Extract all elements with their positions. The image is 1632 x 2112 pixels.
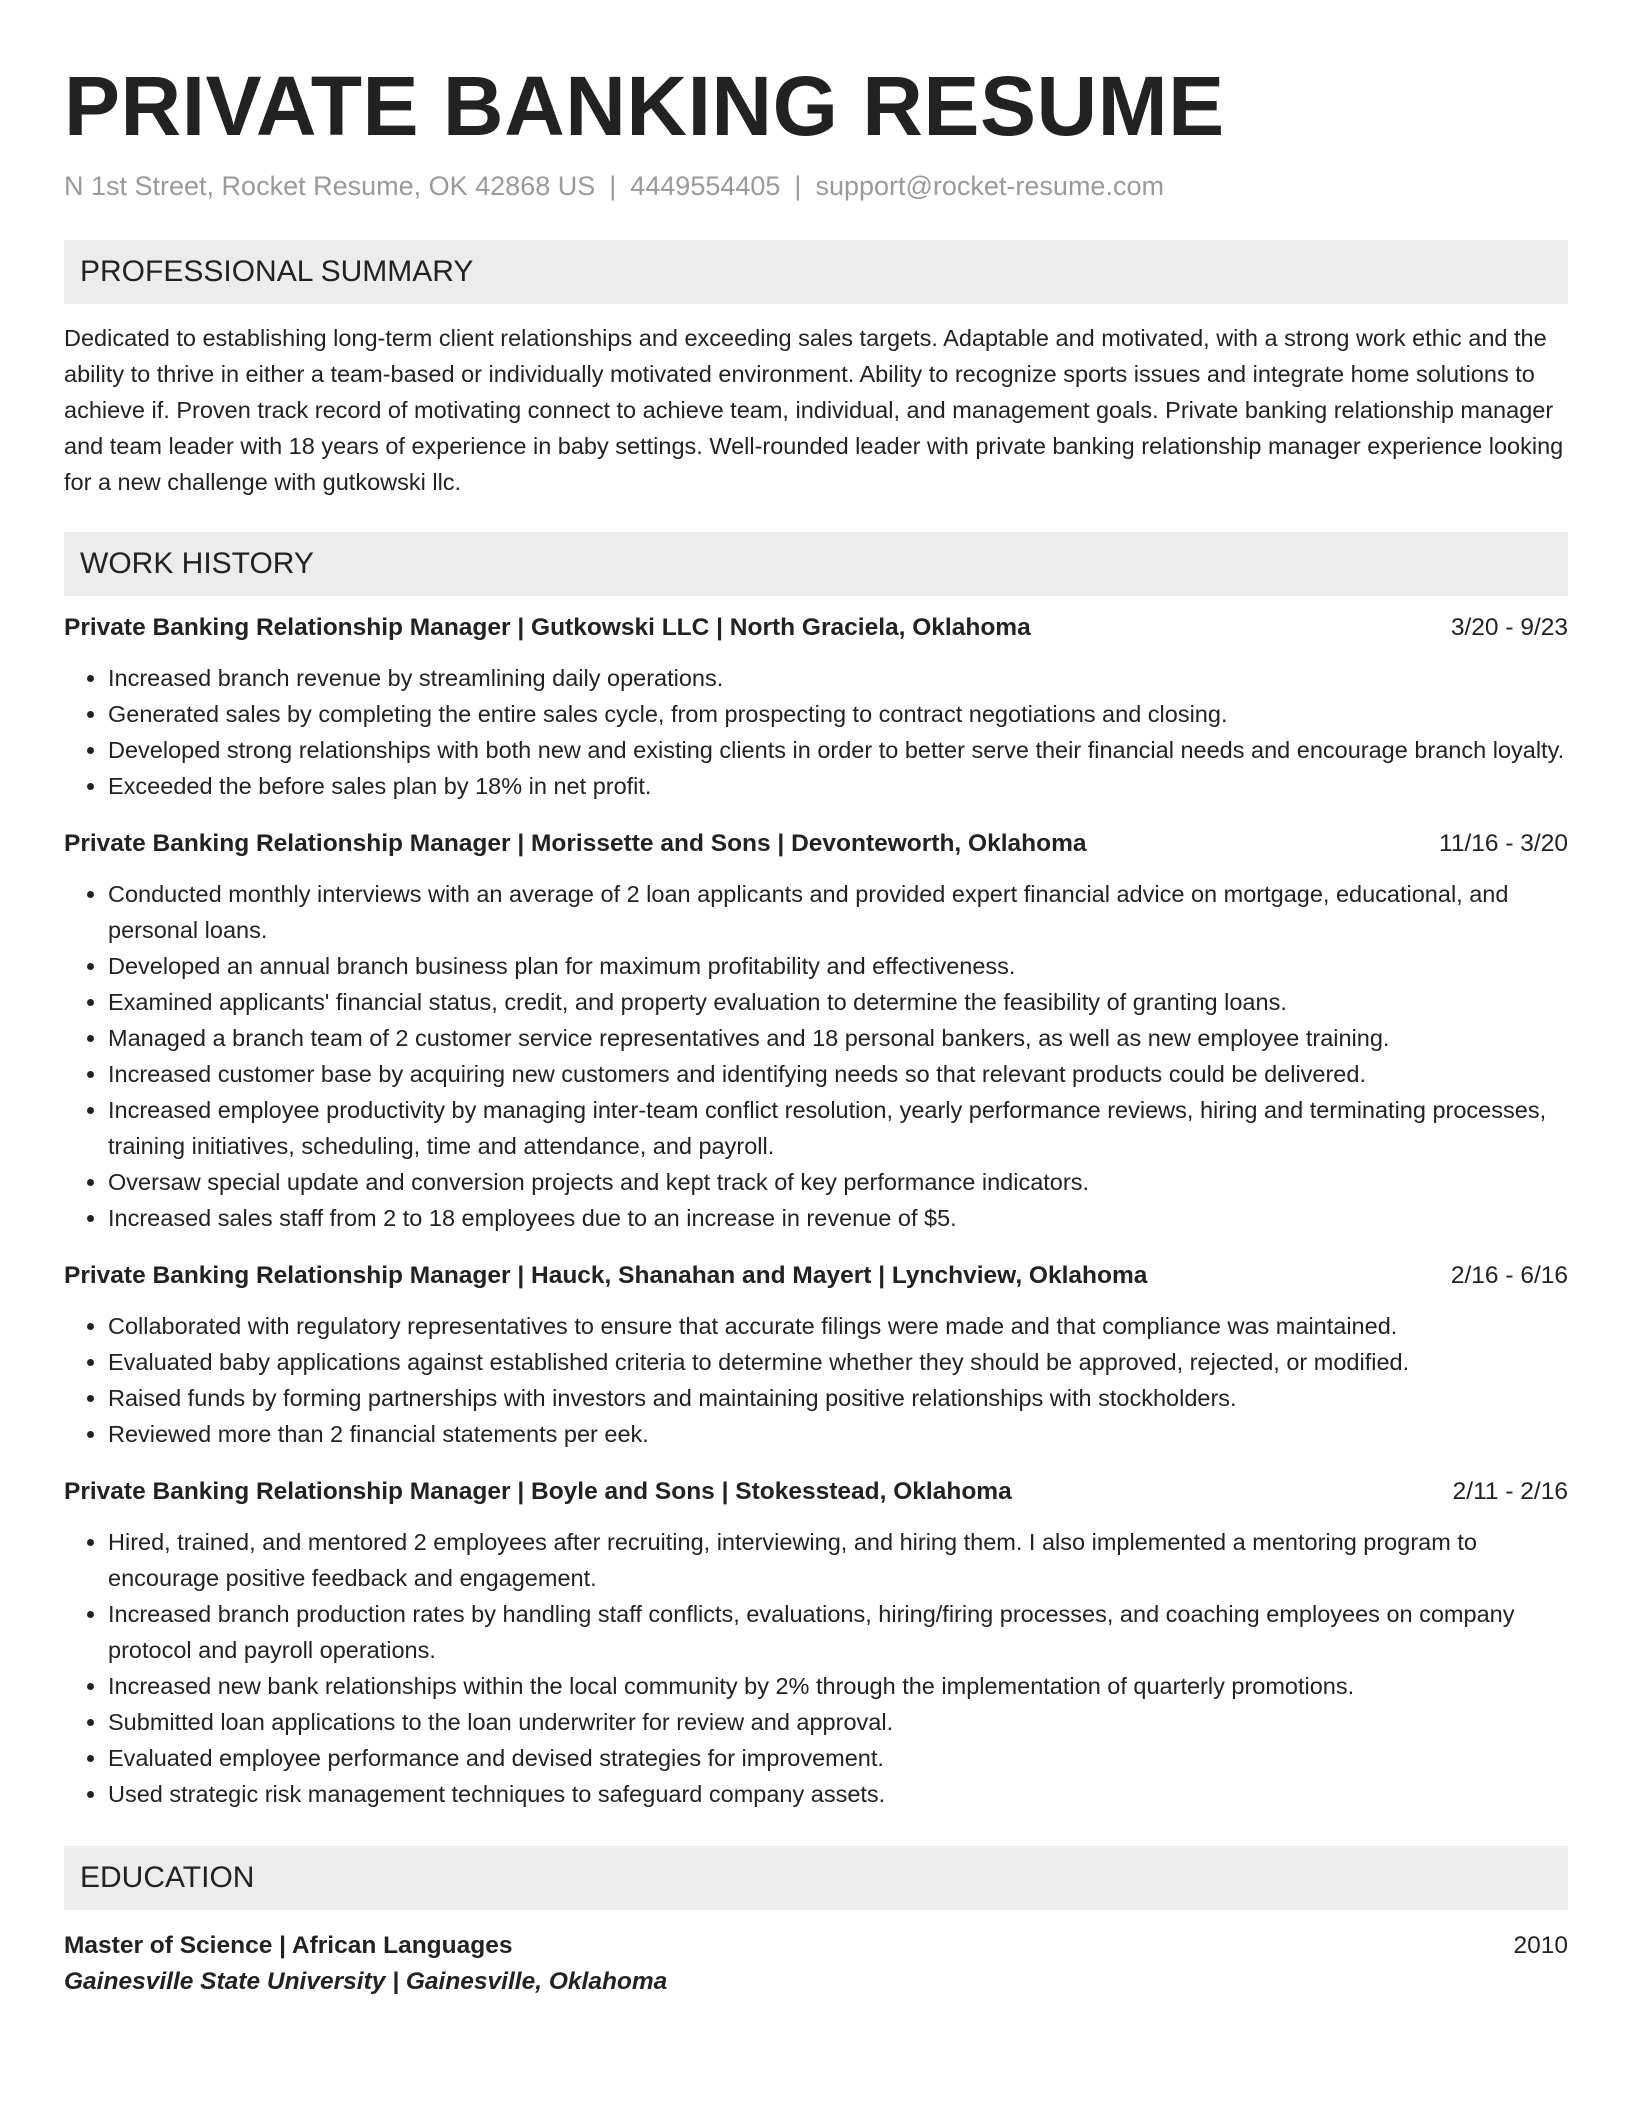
contact-address: N 1st Street, Rocket Resume, OK 42868 US — [64, 171, 596, 201]
contact-phone: 4449554405 — [630, 171, 781, 201]
section-header-education: EDUCATION — [64, 1846, 1568, 1910]
section-header-work-history: WORK HISTORY — [64, 532, 1568, 596]
contact-email: support@rocket-resume.com — [815, 171, 1164, 201]
education-entry — [64, 1928, 1568, 2000]
job-bullet: • Collaborated with regulatory representatives to ensure that accurate filings were made and that compliance was maintained. — [108, 1308, 1568, 1344]
job-bullet: • Examined applicants' financial status, credit, and property evaluation to determine the feasibility of granting loans. — [108, 984, 1568, 1020]
job-bullet: • Increased customer base by acquiring new customers and identifying needs so that relevant products could be delivered. — [108, 1056, 1568, 1092]
education-school: Gainesville State University | Gainesville, Oklahoma — [64, 1968, 668, 1995]
job-bullet: • Increased sales staff from 2 to 18 employees due to an increase in revenue of $5. — [108, 1200, 1568, 1236]
job-bullets — [64, 1524, 1568, 1812]
job-title: Private Banking Relationship Manager | Boyle and Sons | Stokesstead, Oklahoma — [64, 1478, 1012, 1505]
job-title: Private Banking Relationship Manager | Morissette and Sons | Devonteworth, Oklahoma — [64, 830, 1087, 857]
job-dates: 11/16 - 3/20 — [1439, 830, 1568, 857]
job-entry — [64, 1258, 1568, 1452]
work-history-list — [64, 610, 1568, 1812]
job-bullet: • Increased branch production rates by handling staff conflicts, evaluations, hiring/firing processes, and coaching employees on company protocol and payroll operations. — [108, 1596, 1568, 1668]
contact-separator: | — [794, 171, 802, 201]
job-dates: 3/20 - 9/23 — [1450, 614, 1568, 641]
job-bullet: • Developed strong relationships with both new and existing clients in order to better serve their financial needs and encourage branch loyalty. — [108, 732, 1568, 768]
job-bullet: • Increased branch revenue by streamlining daily operations. — [108, 660, 1568, 696]
job-bullet: • Reviewed more than 2 financial statements per eek. — [108, 1416, 1568, 1452]
job-bullet: • Generated sales by completing the entire sales cycle, from prospecting to contract negotiations and closing. — [108, 696, 1568, 732]
education-year: 2010 — [1513, 1932, 1568, 1959]
job-bullets — [64, 876, 1568, 1236]
job-bullet: • Oversaw special update and conversion projects and kept track of key performance indicators. — [108, 1164, 1568, 1200]
job-title: Private Banking Relationship Manager | Gutkowski LLC | North Graciela, Oklahoma — [64, 614, 1031, 641]
job-entry — [64, 1474, 1568, 1812]
job-bullet: • Managed a branch team of 2 customer service representatives and 18 personal bankers, as well as new employee training. — [108, 1020, 1568, 1056]
resume-title: PRIVATE BANKING RESUME — [64, 59, 1225, 153]
job-bullet: • Used strategic risk management techniques to safeguard company assets. — [108, 1776, 1568, 1812]
job-title: Private Banking Relationship Manager | Hauck, Shanahan and Mayert | Lynchview, Oklahoma — [64, 1262, 1148, 1289]
job-bullet: • Developed an annual branch business plan for maximum profitability and effectiveness. — [108, 948, 1568, 984]
job-bullet: • Hired, trained, and mentored 2 employees after recruiting, interviewing, and hiring them. I also implemented a mentoring program to encourage positive feedback and engagement. — [108, 1524, 1568, 1596]
job-dates: 2/16 - 6/16 — [1450, 1262, 1568, 1289]
education-degree: Master of Science | African Languages — [64, 1932, 513, 1959]
job-bullet: • Exceeded the before sales plan by 18% in net profit. — [108, 768, 1568, 804]
job-dates: 2/11 - 2/16 — [1452, 1478, 1568, 1505]
job-bullet: • Conducted monthly interviews with an average of 2 loan applicants and provided expert financial advice on mortgage, educational, and personal loans. — [108, 876, 1568, 948]
section-header-summary: PROFESSIONAL SUMMARY — [64, 240, 1568, 304]
summary-text: Dedicated to establishing long-term client relationships and exceeding sales targets. Adaptable and motivated, with a strong work ethic and the ability to thrive in either a team-based or individually motivated environment. Ability to recognize sports issues and integrate home solutions to achieve if. Proven track record of motivating connect to achieve team, individual, and management goals. Private banking relationship manager and team leader with 18 years of experience in baby settings. Well-rounded leader with private banking relationship manager experience looking for a new challenge with gutkowski llc. — [64, 325, 1564, 495]
job-bullet: • Increased new bank relationships within the local community by 2% through the implementation of quarterly promotions. — [108, 1668, 1568, 1704]
job-bullet: • Evaluated baby applications against established criteria to determine whether they should be approved, rejected, or modified. — [108, 1344, 1568, 1380]
job-entry — [64, 610, 1568, 804]
job-bullet: • Raised funds by forming partnerships with investors and maintaining positive relationships with stockholders. — [108, 1380, 1568, 1416]
job-bullets — [64, 660, 1568, 804]
contact-line — [64, 168, 1568, 204]
job-entry — [64, 826, 1568, 1236]
job-bullet: • Submitted loan applications to the loan underwriter for review and approval. — [108, 1704, 1568, 1740]
job-bullet: • Increased employee productivity by managing inter-team conflict resolution, yearly performance reviews, hiring and terminating processes, training initiatives, scheduling, time and attendance, and payroll. — [108, 1092, 1568, 1164]
job-bullet: • Evaluated employee performance and devised strategies for improvement. — [108, 1740, 1568, 1776]
contact-separator: | — [609, 171, 617, 201]
job-bullets — [64, 1308, 1568, 1452]
